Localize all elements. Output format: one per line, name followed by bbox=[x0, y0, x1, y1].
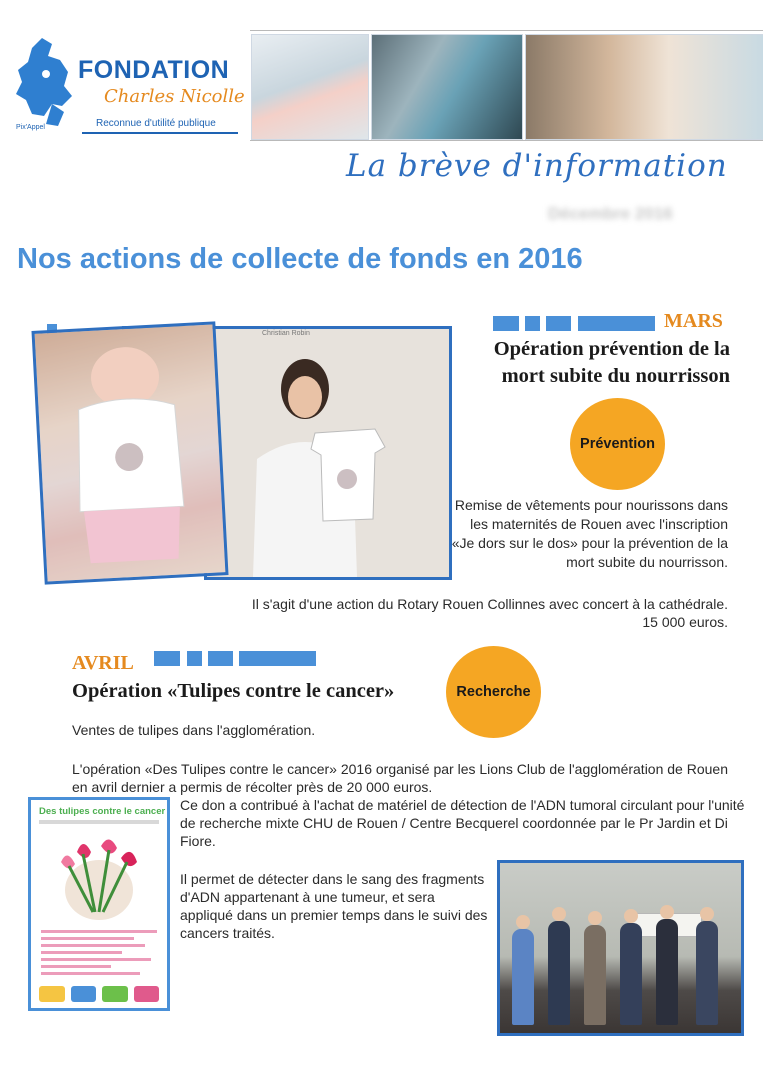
newsletter-title: La brève d'information bbox=[346, 148, 728, 184]
month-label-mars: MARS bbox=[664, 310, 723, 332]
avril-title: Opération «Tulipes contre le cancer» bbox=[72, 680, 395, 702]
decor-bar bbox=[546, 316, 571, 331]
logo-subtitle: Charles Nicolle bbox=[104, 86, 245, 107]
header-divider-top bbox=[250, 30, 763, 31]
page-title: Nos actions de collecte de fonds en 2016 bbox=[17, 243, 583, 275]
mars-title-line2: mort subite du nourrisson bbox=[501, 365, 730, 387]
avril-paragraph-2: L'opération «Des Tulipes contre le cancer» 2016 organisé par les Lions Club de l'agglomération de Rouen en avril dernier a permis de récolter près de 20 000 euros. bbox=[72, 761, 728, 795]
badge-recherche: Recherche bbox=[446, 646, 541, 738]
logo-underline bbox=[82, 132, 238, 134]
baby-illustration bbox=[35, 325, 226, 582]
poster-title: Des tulipes contre le cancer bbox=[39, 806, 166, 817]
logo-tagline: Reconnue d'utilité publique bbox=[96, 118, 216, 129]
badge-prevention: Prévention bbox=[570, 398, 665, 490]
mars-title bbox=[440, 336, 730, 390]
header-photo-newborn bbox=[251, 34, 369, 140]
photo-check-presentation bbox=[497, 860, 744, 1036]
month-label-avril: AVRIL bbox=[72, 652, 134, 674]
mars-extra bbox=[180, 595, 728, 631]
tulips-poster bbox=[28, 797, 170, 1011]
tulips-icon bbox=[47, 832, 151, 924]
decor-bar bbox=[239, 651, 316, 666]
decor-bar bbox=[493, 316, 519, 331]
decor-bar bbox=[154, 651, 180, 666]
mars-extra-line2: 15 000 euros. bbox=[642, 614, 728, 630]
photo-baby-onesie bbox=[31, 321, 228, 584]
decor-bar bbox=[187, 651, 202, 666]
logo-small-text: Pix'Appel bbox=[16, 124, 45, 131]
avril-paragraph-3: Ce don a contribué à l'achat de matériel de détection de l'ADN tumoral circulant pour l'unité de recherche mixte CHU de Rouen / Centre Becquerel coordonnée par le Pr Jardin et Di Fiore. bbox=[180, 797, 745, 849]
decor-bar bbox=[208, 651, 233, 666]
photo-nurse-with-onesie bbox=[204, 326, 452, 580]
nurse-illustration bbox=[207, 329, 449, 577]
poster-subtitle-line bbox=[39, 820, 159, 824]
issue-date: Décembre 2016 bbox=[548, 204, 673, 223]
avril-paragraph-4: Il permet de détecter dans le sang des fragments d'ADN appartenant à une tumeur, et sera appliqué dans un premier temps dans le suivi des cancers traités. bbox=[180, 871, 488, 941]
decor-bar bbox=[578, 316, 655, 331]
photo-caption: Christian Robin bbox=[262, 330, 310, 337]
avril-paragraph-1: Ventes de tulipes dans l'agglomération. bbox=[72, 722, 316, 738]
poster-text-block bbox=[41, 930, 157, 979]
mars-extra-line1: Il s'agit d'une action du Rotary Rouen Collinnes avec concert à la cathédrale. bbox=[251, 596, 728, 612]
header-photo-researcher bbox=[525, 34, 763, 140]
mars-description: Remise de vêtements pour nourissons dans les maternités de Rouen avec l'inscription «Je dors sur le dos» pour la prévention de la mort subite du nourrisson. bbox=[451, 497, 728, 570]
decor-bar bbox=[525, 316, 540, 331]
poster-sponsor-logos bbox=[39, 986, 159, 1002]
header-divider-bottom bbox=[250, 140, 763, 141]
logo-title: FONDATION bbox=[78, 56, 230, 84]
header-photo-surgery bbox=[371, 34, 523, 140]
mars-title-line1: Opération prévention de la bbox=[493, 338, 730, 360]
